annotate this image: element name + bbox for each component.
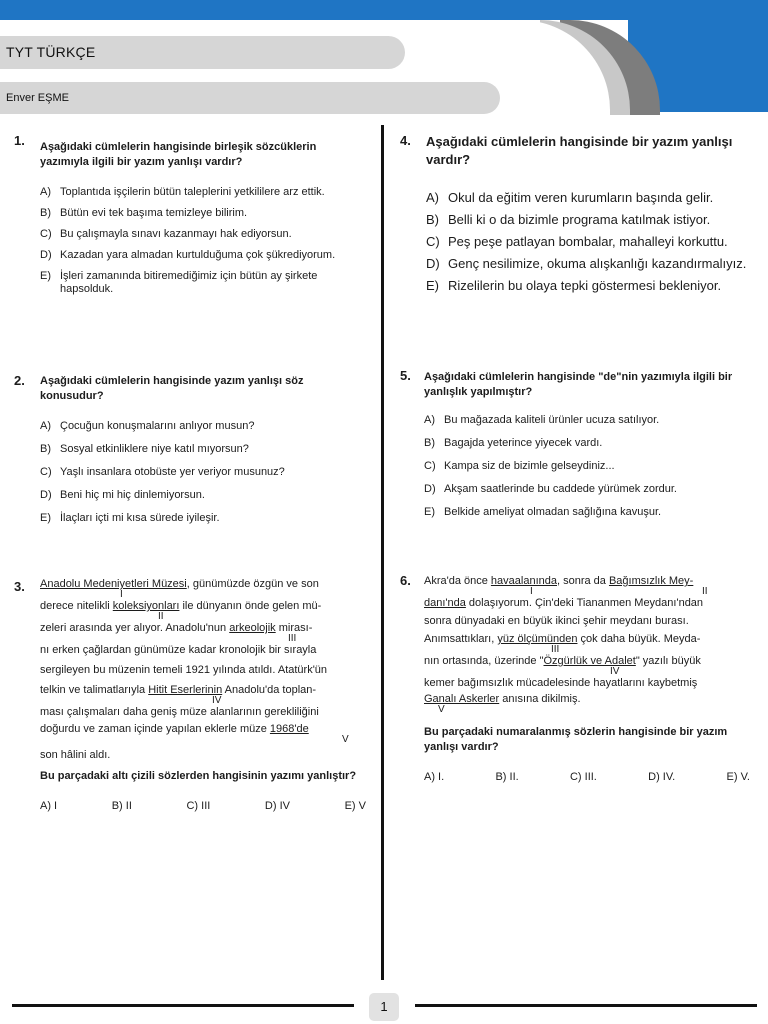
options-list [424, 771, 750, 783]
question-6 [400, 573, 756, 783]
passage-line: Anımsattıkları, yüz ölçümünden çok daha büyük. Meyda- [424, 633, 701, 645]
underlined-word: yüz ölçümünden [497, 633, 578, 645]
question-5 [400, 368, 752, 529]
option-c[interactable]: C) Yaşlı insanlara otobüste yer veriyor musunuz? [40, 466, 285, 478]
underlined-word: havaalanında [490, 575, 557, 587]
option-c[interactable]: C) Peş peşe patlayan bombalar, mahalleyi korkuttu. [426, 234, 728, 249]
option-b[interactable]: B) II. [495, 771, 519, 783]
marker-i: I [120, 589, 123, 600]
underlined-word: arkeolojik [229, 622, 276, 634]
options-list [40, 420, 364, 525]
option-d[interactable]: D) Akşam saatlerinde bu caddede yürümek zordur. [424, 483, 677, 495]
underlined-word: Bağımsızlık Mey- [608, 575, 694, 587]
question-prompt: Bu parçadaki altı çizili sözlerden hangisinin yazımı yanlıştır? [40, 770, 357, 782]
passage-line: Anadolu Medeniyetleri Müzesi, günümüzde özgün ve son [40, 578, 319, 590]
question-stem: Aşağıdaki cümlelerin hangisinde "de"nin yazımıyla ilgili bir yanlışlık yapılmıştır? [424, 371, 733, 398]
question-1 [14, 133, 364, 304]
author-pill [0, 82, 500, 114]
option-b[interactable]: B) Bütün evi tek başıma temizleye bilirim. [40, 207, 248, 219]
passage-line: ması çalışmaları daha geniş müze alanlarının gerekliliğini [40, 706, 319, 718]
underlined-word: Anadolu Medeniyetleri Müzesi [40, 578, 187, 590]
question-stem: Aşağıdaki cümlelerin hangisinde bir yazım yanlışı vardır? [426, 134, 733, 167]
marker-iv: IV [212, 695, 222, 706]
option-e[interactable]: E) V. [726, 771, 750, 783]
question-number: 4. [400, 133, 411, 148]
question-stem: Aşağıdaki cümlelerin hangisinde birleşik sözcüklerin yazımıyla ilgili bir yazım yanlışı vardır? [40, 141, 317, 168]
passage-line: Akra'da önce havaalanında, sonra da Bağımsızlık Mey- [424, 575, 694, 587]
option-e[interactable]: E) Belkide ameliyat olmadan sağlığına kavuşur. [424, 506, 662, 518]
question-3 [14, 578, 368, 812]
option-c[interactable]: C) Bu çalışmayla sınavı kazanmayı hak ediyorsun. [40, 228, 292, 240]
option-e[interactable]: E) İşleri zamanında bitiremediğimiz için bütün ay şirkete hapsolduk. [40, 270, 318, 295]
option-c[interactable]: C) Kampa siz de bizimle gelseydiniz... [424, 460, 615, 472]
passage-line: nı erken çağlardan günümüze kadar kronolojik bir sırayla [40, 644, 317, 656]
marker-iv: IV [610, 666, 620, 677]
author-name: Enver EŞME [6, 92, 69, 104]
column-divider [381, 125, 384, 980]
footer-rule-right [415, 1004, 757, 1007]
option-d[interactable]: D) IV [264, 800, 290, 812]
marker-ii: II [158, 611, 164, 622]
question-number: 1. [14, 133, 25, 148]
passage-line: kemer bağımsızlık mücadelesinde hayatlarını kaybetmiş [424, 677, 698, 689]
question-2 [14, 373, 364, 535]
option-b[interactable]: B) II [111, 800, 132, 812]
passage-line: telkin ve talimatlarıyla Hitit Eserlerinin Anadolu'da toplan- [40, 684, 317, 696]
marker-i: I [530, 586, 533, 597]
passage-line: danı'nda dolaşıyorum. Çin'deki Tiananmen Meydanı'ndan [424, 597, 704, 609]
passage-line: zeleri arasında yer alıyor. Anadolu'nun arkeolojik mirası- [40, 622, 313, 634]
underlined-word: Hitit Eserlerinin [148, 684, 223, 696]
option-d[interactable]: D) Kazadan yara almadan kurtulduğuma çok şükrediyorum. [40, 249, 336, 261]
passage-line: son hâlini aldı. [40, 749, 111, 761]
passage-line: doğurdu ve zaman içinde yapılan eklerle müze 1968'de [40, 723, 309, 735]
option-c[interactable]: C) III. [569, 771, 597, 783]
options-list [40, 800, 366, 812]
underlined-word: danı'nda [424, 597, 466, 609]
passage-line: Ganalı Askerler anısına dikilmiş. [424, 693, 581, 705]
question-4 [400, 133, 752, 299]
underlined-word: 1968'de [269, 723, 309, 735]
option-d[interactable]: D) Beni hiç mi hiç dinlemiyorsun. [40, 489, 205, 501]
passage-line: sonra dünyadaki en büyük ikinci şehir meydanı burası. [424, 615, 689, 627]
options-list [426, 189, 752, 294]
passage-line: sergileyen bu müzenin temeli 1921 yılında atıldı. Atatürk'ün [40, 664, 328, 676]
option-b[interactable]: B) Bagajda yeterince yiyecek vardı. [424, 437, 603, 449]
underlined-word: Özgürlük ve Adalet [543, 655, 636, 667]
option-d[interactable]: D) Genç nesilimize, okuma alışkanlığı kazandırmalıyız. [426, 256, 747, 271]
option-b[interactable]: B) Belli ki o da bizimle programa katılmak istiyor. [426, 212, 711, 227]
option-a[interactable]: A) I. [424, 771, 445, 783]
options-list [424, 414, 752, 519]
question-number: 5. [400, 368, 411, 383]
underlined-word: Ganalı Askerler [424, 693, 500, 705]
option-e[interactable]: E) Rizelilerin bu olaya tepki göstermesi bekleniyor. [426, 278, 722, 293]
passage-line: derece nitelikli koleksiyonları ile dünyanın önde gelen mü- [40, 600, 322, 612]
page-number: 1 [369, 993, 399, 1021]
option-d[interactable]: D) IV. [648, 771, 676, 783]
option-a[interactable]: A) I [40, 800, 58, 812]
question-number: 3. [14, 579, 25, 594]
option-c[interactable]: C) III [186, 800, 211, 812]
passage [424, 573, 756, 783]
marker-v: V [342, 734, 349, 745]
option-a[interactable]: A) Çocuğun konuşmalarını anlıyor musun? [40, 420, 255, 432]
passage-line: nın ortasında, üzerinde "Özgürlük ve Adalet" yazılı büyük [424, 655, 701, 667]
passage [40, 578, 368, 812]
option-e[interactable]: E) İlaçları içti mi kısa sürede iyileşir. [40, 512, 220, 524]
option-a[interactable]: A) Toplantıda işçilerin bütün taleplerini yetkililere arz ettik. [40, 186, 325, 198]
option-b[interactable]: B) Sosyal etkinliklere niye katıl mıyorsun? [40, 443, 249, 455]
option-a[interactable]: A) Okul da eğitim veren kurumların başında gelir. [426, 190, 714, 205]
marker-ii: II [702, 586, 708, 597]
marker-iii: III [551, 644, 560, 655]
options-list [40, 186, 364, 296]
question-number: 2. [14, 373, 25, 388]
question-number: 6. [400, 573, 411, 588]
question-stem: Aşağıdaki cümlelerin hangisinde yazım yanlışı söz konusudur? [40, 375, 304, 402]
marker-iii: III [288, 633, 297, 644]
marker-v: V [438, 704, 445, 715]
option-a[interactable]: A) Bu mağazada kaliteli ürünler ucuza satılıyor. [424, 414, 660, 426]
underlined-word: koleksiyonları [112, 600, 180, 612]
option-e[interactable]: E) V [344, 800, 366, 812]
page-title: TYT TÜRKÇE [6, 44, 96, 60]
footer-rule-left [12, 1004, 354, 1007]
question-prompt: Bu parçadaki numaralanmış sözlerin hangisinde bir yazım yanlışı vardır? [424, 726, 728, 753]
